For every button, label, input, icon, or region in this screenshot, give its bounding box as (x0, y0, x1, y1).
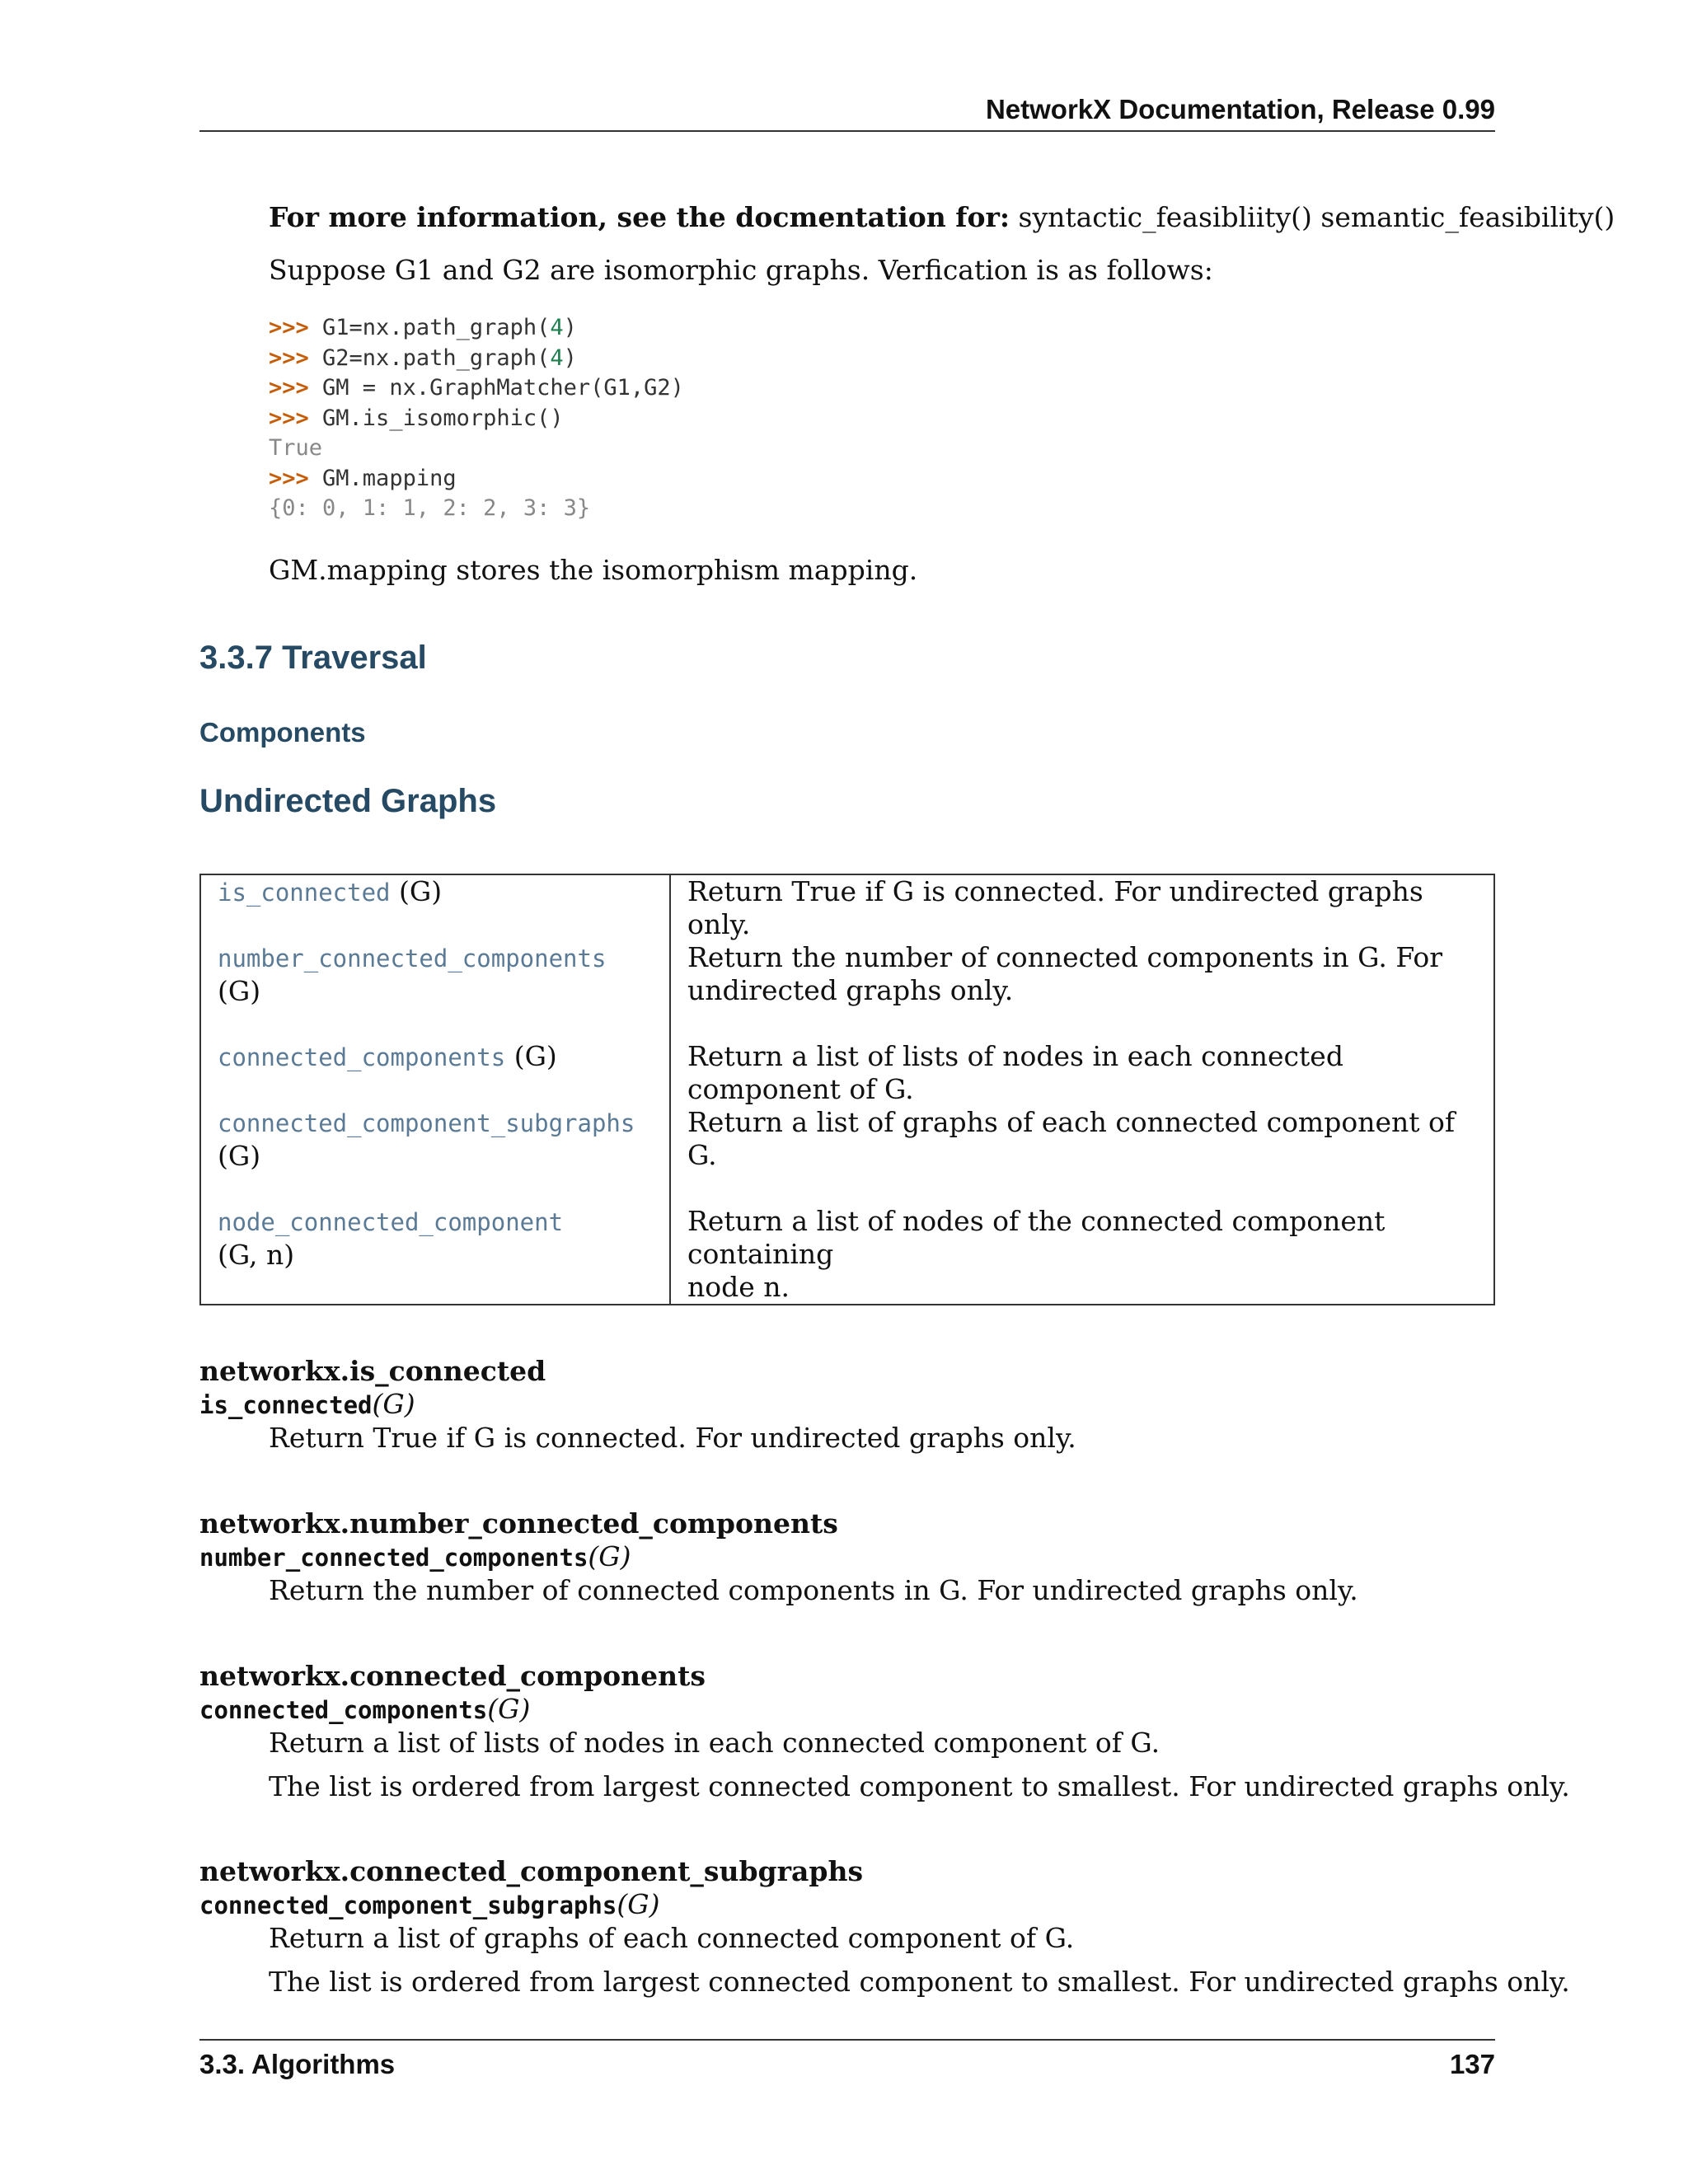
table-row: connected_component_subgraphs (G) Return a list of graphs of each connected component of G. (200, 1106, 1494, 1205)
table-row: is_connected (G) Return True if G is connected. For undirected graphs only. (200, 874, 1494, 941)
subsubsection-title: Undirected Graphs (199, 783, 497, 819)
page-number: 137 (1449, 2049, 1495, 2079)
func-link[interactable]: node_connected_component (218, 1208, 564, 1236)
api-entry-is-connected: networkx.is_connected is_connected(G) Return True if G is connected. For undirected graphs only. (199, 1355, 1076, 1454)
signature: number_connected_components(G) (199, 1540, 631, 1572)
more-info-line (269, 201, 1615, 234)
footer-section: 3.3. Algorithms (199, 2049, 396, 2079)
header-rule (199, 130, 1495, 132)
func-link[interactable]: connected_components (218, 1043, 506, 1071)
func-link[interactable]: number_connected_components (218, 944, 607, 972)
table-row: connected_components (G) Return a list of lists of nodes in each connected component of G. (200, 1040, 1494, 1106)
section-title: 3.3.7 Traversal (199, 640, 427, 676)
subsection-title: Components (199, 717, 366, 748)
footer-rule (199, 2039, 1495, 2041)
suppose-paragraph: Suppose G1 and G2 are isomorphic graphs. Verfication is as follows: (269, 254, 1213, 286)
signature: connected_component_subgraphs(G) (199, 1888, 660, 1920)
api-entry-number-connected-components: networkx.number_connected_components number_connected_components(G) Return the number of connected components in G. For undirected graphs only. (199, 1507, 1358, 1606)
table-row: number_connected_components (G) Return the number of connected components in G. For undirected graphs only. (200, 941, 1494, 1040)
table-row: node_connected_component (G, n) Return a list of nodes of the connected component containing node n. (200, 1205, 1494, 1305)
signature: is_connected(G) (199, 1388, 415, 1420)
code-example: >>> G1=nx.path_graph(4) >>> G2=nx.path_graph(4) >>> GM = nx.GraphMatcher(G1,G2) >>> GM.is_isomorphic() True >>> GM.mapping {0: 0, 1: 1, 2: 2, 3: 3} (269, 315, 684, 521)
running-header: NetworkX Documentation, Release 0.99 (985, 94, 1495, 124)
func-link[interactable]: is_connected (218, 879, 391, 907)
api-entry-connected-components: networkx.connected_components connected_components(G) Return a list of lists of nodes in each connected component of G. The list is ordered from largest connected component to smallest. For undirected graphs only. (199, 1660, 1570, 1802)
summary-table (199, 874, 1495, 1305)
func-link[interactable]: connected_component_subgraphs (218, 1109, 635, 1137)
api-entry-connected-component-subgraphs: networkx.connected_component_subgraphs connected_component_subgraphs(G) Return a list of graphs of each connected component of G. The list is ordered from largest connected component to smallest. For undirected graphs only. (199, 1855, 1570, 1998)
mapping-note: GM.mapping stores the isomorphism mapping. (269, 554, 918, 586)
more-info-funcs: syntactic_feasibliity() semantic_feasibility() (1010, 201, 1615, 233)
more-info-label: For more information, see the docmentation for: (269, 201, 1010, 233)
signature: connected_components(G) (199, 1693, 531, 1725)
